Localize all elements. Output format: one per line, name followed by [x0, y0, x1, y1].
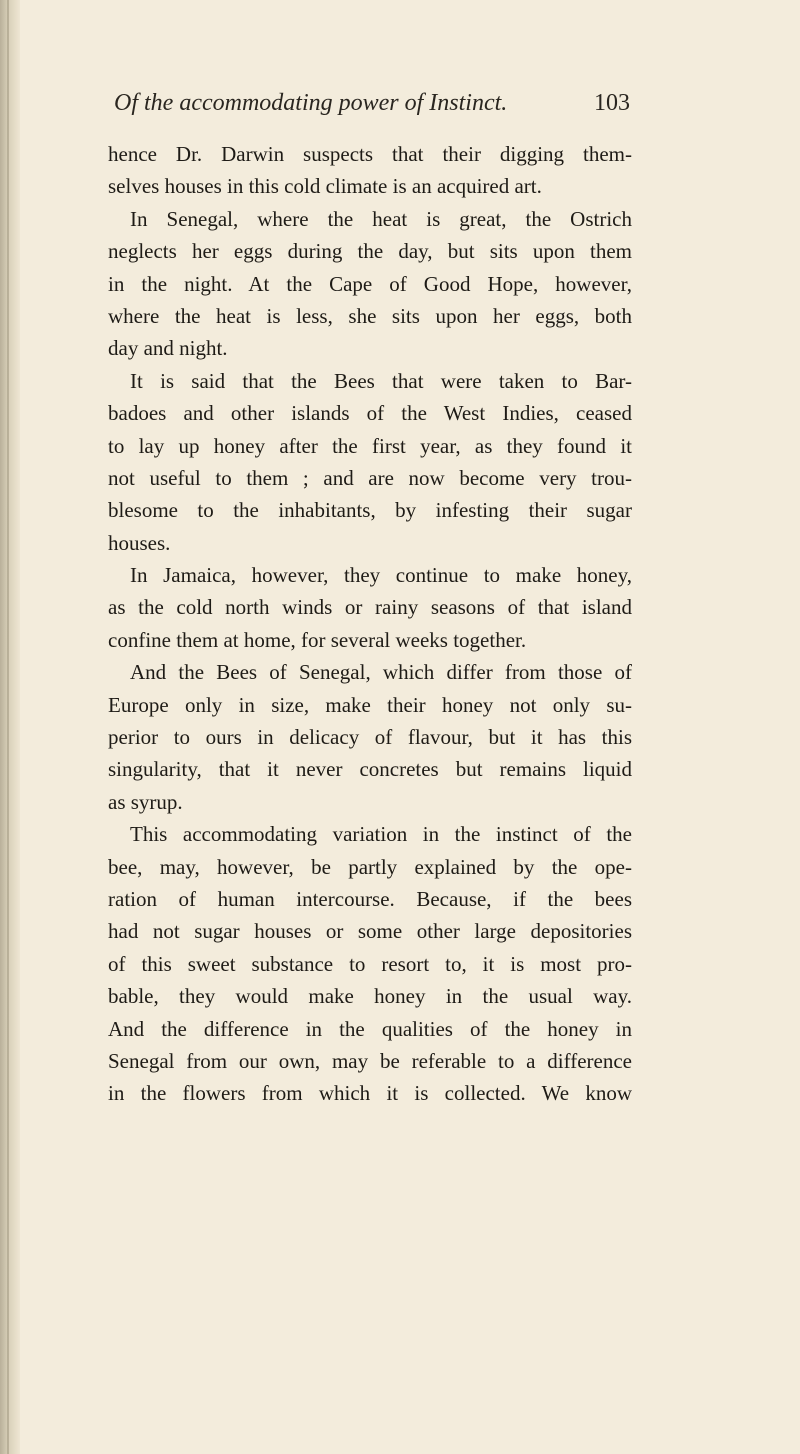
text-line: of this sweet substance to resort to, it is most pro- [108, 951, 632, 976]
text-line: not useful to them ; and are now become very trou- [108, 465, 632, 490]
text-line: as syrup. [108, 789, 183, 814]
text-line: Senegal from our own, may be referable to a difference [108, 1048, 632, 1073]
text-line: as the cold north winds or rainy seasons of that island [108, 595, 632, 620]
page-header [114, 90, 630, 124]
text-line: bee, may, however, be partly explained by the ope- [108, 854, 632, 879]
text-line: badoes and other islands of the West Indies, ceased [108, 401, 632, 426]
page-number: 103 [594, 90, 630, 116]
binding-gutter [0, 0, 20, 1454]
text-line: In Senegal, where the heat is great, the Ostrich [130, 206, 632, 231]
binding-edge [7, 0, 9, 1454]
text-line: In Jamaica, however, they continue to make honey, [130, 563, 632, 588]
text-line: And the Bees of Senegal, which differ from those of [130, 660, 632, 685]
text-line: It is said that the Bees that were taken to Bar- [130, 368, 632, 393]
running-title: Of the accommodating power of Instinct. [114, 90, 508, 116]
text-line: in the night. At the Cape of Good Hope, however, [108, 271, 632, 296]
text-line: had not sugar houses or some other large depositories [108, 919, 632, 944]
text-line: to lay up honey after the first year, as they found it [108, 433, 632, 458]
text-line: singularity, that it never concretes but remains liquid [108, 757, 632, 782]
text-line: blesome to the inhabitants, by infesting their sugar [108, 498, 632, 523]
text-line: in the flowers from which it is collected. We know [108, 1081, 632, 1106]
text-line: confine them at home, for several weeks together. [108, 627, 527, 652]
text-line: day and night. [108, 336, 228, 361]
text-line: bable, they would make honey in the usual way. [108, 984, 632, 1009]
text-line: ration of human intercourse. Because, if the bees [108, 886, 632, 911]
body-text [108, 138, 632, 1110]
text-line: houses. [108, 530, 171, 555]
text-line: where the heat is less, she sits upon her eggs, both [108, 303, 632, 328]
text-line: neglects her eggs during the day, but sits upon them [108, 239, 632, 264]
text-line: perior to ours in delicacy of flavour, but it has this [108, 725, 632, 750]
text-line: selves houses in this cold climate is an acquired art. [108, 174, 542, 199]
text-line: hence Dr. Darwin suspects that their digging them- [108, 142, 632, 166]
text-line: Europe only in size, make their honey not only su- [108, 692, 632, 717]
text-line: This accommodating variation in the instinct of the [130, 822, 632, 847]
text-line: And the difference in the qualities of the honey in [108, 1016, 632, 1041]
